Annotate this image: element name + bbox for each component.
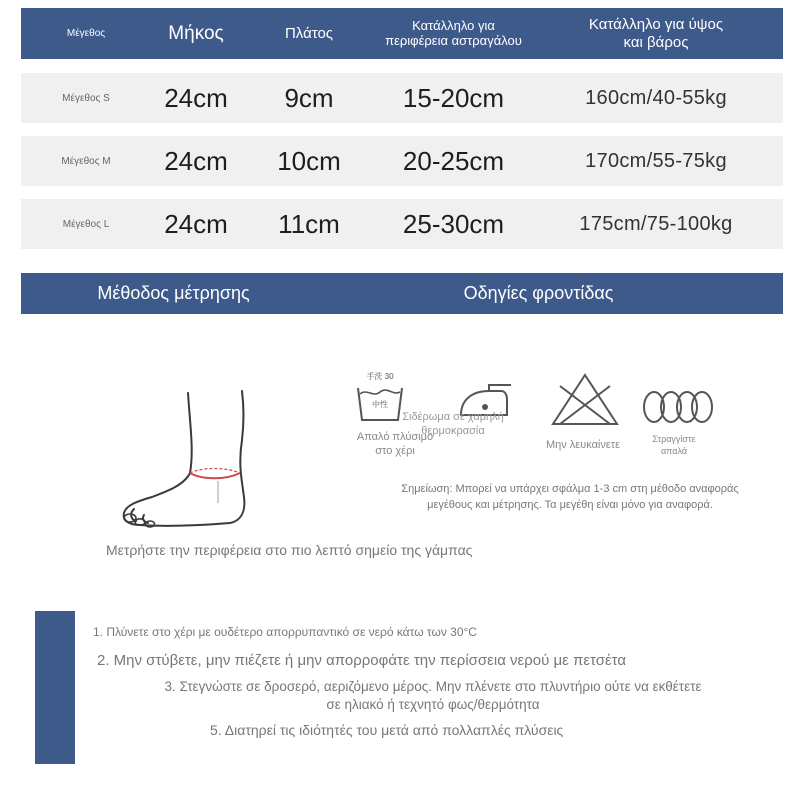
row-ankle: 15-20cm <box>402 82 505 113</box>
wring-line2: απαλά <box>660 445 688 456</box>
header-hw-line2: και βάρος <box>623 33 689 51</box>
wring-gently-label <box>634 434 714 457</box>
instructions-accent-strip <box>35 611 75 764</box>
row-ankle: 20-25cm <box>402 145 505 176</box>
wash-temp-label: 手洗 30 <box>366 372 394 381</box>
hand-wash-line2: στο χέρι <box>375 445 415 458</box>
row-size-label: Μέγεθος S <box>62 92 110 104</box>
row-width: 11cm <box>278 208 340 239</box>
note-line2: μεγέθους και μέτρησης. Τα μεγέθη είναι μόνο για αναφορά. <box>427 498 713 511</box>
size-row-s <box>21 73 783 123</box>
row-length: 24cm <box>164 208 228 239</box>
instruction-3-line1: 3. Στεγνώστε σε δροσερό, αεριζόμενο μέρος. Μην πλένετε στο πλυντήριο ούτε να εκθέτετε <box>164 679 702 694</box>
header-width: Πλάτος <box>284 24 334 42</box>
iron-line2: θερμοκρασία <box>421 425 485 438</box>
hand-wash-line1: Απαλό πλύσιμο <box>356 431 434 443</box>
row-size-label: Μέγεθος M <box>61 155 111 167</box>
section-bar <box>21 273 783 314</box>
row-length: 24cm <box>164 145 228 176</box>
measure-caption: Μετρήστε την περιφέρεια στο πιο λεπτό σημείο της γάμπας <box>106 542 473 558</box>
no-bleach-icon <box>550 372 620 427</box>
row-height-weight: 175cm/75-100kg <box>579 212 733 235</box>
size-row-m <box>21 136 783 186</box>
row-height-weight: 170cm/55-75kg <box>585 149 727 172</box>
header-height-weight <box>561 8 751 59</box>
no-bleach-label: Μην λευκαίνετε <box>545 439 621 451</box>
instruction-1: 1. Πλύνετε στο χέρι με ουδέτερο απορρυπαντικό σε νερό κάτω των 30°C <box>93 625 477 639</box>
section-measurement-title: Μέθοδος μέτρησης <box>97 283 250 303</box>
row-length: 24cm <box>164 82 228 113</box>
instruction-3-line2: σε ηλιακό ή τεχνητό φως/θερμότητα <box>326 696 540 712</box>
sizing-note <box>340 482 800 514</box>
wring-line1: Στραγγίστε <box>652 434 696 444</box>
size-row-l <box>21 199 783 249</box>
wash-neutral-label: 中性 <box>372 400 388 409</box>
header-ankle-line2: περιφέρεια αστραγάλου <box>385 32 522 48</box>
iron-low-label <box>388 410 518 439</box>
header-ankle <box>366 8 541 59</box>
note-line1: Σημείωση: Μπορεί να υπάρχει σφάλμα 1-3 cm στη μέθοδο αναφοράς <box>401 483 739 495</box>
row-width: 9cm <box>284 82 334 113</box>
instruction-3 <box>88 678 778 713</box>
instruction-2: 2. Μην στύβετε, μην πιέζετε ή μην απορροφάτε την περίσσεια νερού με πετσέτα <box>97 652 627 669</box>
header-size: Μέγεθος <box>66 27 106 39</box>
row-size-label: Μέγεθος L <box>62 218 110 230</box>
section-care-title: Οδηγίες φροντίδας <box>463 283 614 303</box>
row-height-weight: 160cm/40-55kg <box>585 86 727 109</box>
header-hw-line1: Κατάλληλο για ύψος <box>588 16 724 34</box>
size-table-header <box>21 8 783 59</box>
foot-measurement-illustration <box>110 385 260 535</box>
row-width: 10cm <box>277 145 341 176</box>
iron-line1: Σιδέρωμα σε χαμηλή <box>402 411 504 423</box>
wring-gently-icon <box>640 385 714 429</box>
instruction-5: 5. Διατηρεί τις ιδιότητές του μετά από πολλαπλές πλύσεις <box>210 722 564 738</box>
header-length: Μήκος <box>168 22 224 44</box>
header-ankle-line1: Κατάλληλο για <box>412 17 495 33</box>
row-ankle: 25-30cm <box>402 208 505 239</box>
